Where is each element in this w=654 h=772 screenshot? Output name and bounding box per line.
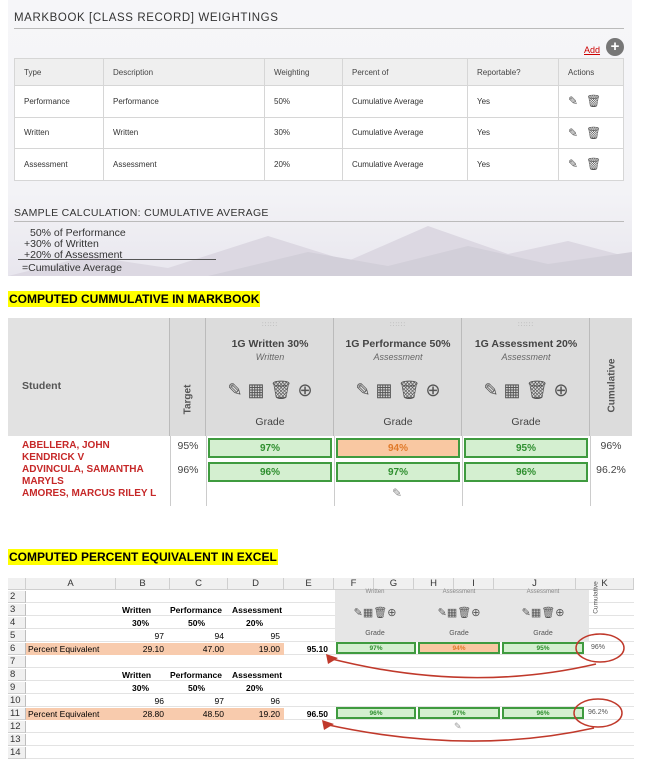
annotation-arrow	[328, 658, 596, 678]
type-cell: Performance	[15, 86, 104, 118]
grade-cell: 96%	[502, 707, 584, 719]
delete-trash-icon[interactable]: 🗑	[586, 125, 602, 140]
value-cell[interactable]: 29.10	[142, 644, 164, 654]
row-label[interactable]: Percent Equivalent	[28, 709, 100, 719]
column-subtitle: Assessment	[373, 352, 423, 362]
column-header: Actions	[559, 59, 624, 86]
reportable-cell: Yes	[468, 86, 559, 118]
grade-cell[interactable]: 95%	[464, 438, 588, 458]
add-icon[interactable]: +	[606, 38, 624, 56]
score-cell[interactable]: 96	[154, 696, 164, 706]
weight-cell[interactable]: 30%	[132, 683, 150, 693]
target-value: 96%	[177, 464, 199, 476]
weight-cell[interactable]: 30%	[132, 618, 150, 628]
column-header[interactable]: G	[374, 578, 414, 590]
grid-check-icon: ▦	[530, 607, 542, 619]
actions-cell	[559, 86, 624, 118]
column-header[interactable]: D	[228, 578, 284, 590]
divider	[170, 436, 171, 506]
divider	[334, 436, 335, 506]
weightings-panel	[8, 0, 632, 276]
grade-cell: 94%	[418, 642, 500, 654]
column-header[interactable]: F	[334, 578, 374, 590]
edit-pencil-icon: ✎	[353, 607, 363, 619]
weight-cell[interactable]: 20%	[246, 683, 264, 693]
delete-trash-icon[interactable]: 🗑	[525, 380, 549, 400]
row-header[interactable]: 12	[8, 721, 26, 733]
grade-cell[interactable]: 97%	[208, 438, 332, 458]
column-header: Weighting	[265, 59, 343, 86]
edit-pencil-icon[interactable]: ✎	[355, 380, 371, 400]
student-name[interactable]: AMORES, MARCUS RILEY L	[22, 488, 157, 499]
weight-cell[interactable]: 20%	[246, 618, 264, 628]
row-header[interactable]: 13	[8, 734, 26, 746]
header-cell[interactable]: Assessment	[232, 670, 283, 680]
column-header[interactable]: J	[494, 578, 576, 590]
value-cell[interactable]: 48.50	[202, 709, 224, 719]
score-cell[interactable]: 97	[154, 631, 164, 641]
row-header[interactable]: 11	[8, 708, 26, 720]
column-title: 1G Assessment 20%	[474, 338, 578, 350]
grade-label: Grade	[533, 630, 553, 637]
type-cell: Written	[15, 117, 104, 149]
column-header[interactable]: I	[454, 578, 494, 590]
download-circle-icon[interactable]: ⊕	[297, 380, 313, 400]
grade-label: Grade	[365, 630, 385, 637]
type-cell: Assessment	[15, 149, 104, 181]
target-value: 95%	[177, 440, 199, 452]
divider	[206, 436, 207, 506]
column-subtitle: Assessment	[442, 589, 476, 595]
column-header: Percent of	[343, 59, 468, 86]
weightings-table	[14, 58, 624, 181]
highlight-circle	[574, 699, 622, 727]
grade-cell: 96%	[336, 707, 416, 719]
column-header[interactable]: H	[414, 578, 454, 590]
header-cell[interactable]: Assessment	[232, 605, 283, 615]
edit-pencil-icon[interactable]: ✎	[568, 125, 579, 140]
calc-line: +20% of Assessment	[24, 249, 123, 261]
calc-line: +30% of Written	[24, 238, 99, 250]
actions-cell	[559, 149, 624, 181]
column-title: 1G Written 30%	[231, 338, 309, 350]
grid-check-icon: ▦	[362, 607, 374, 619]
column-subtitle: Written	[365, 589, 385, 595]
annotation-arrows	[8, 578, 634, 760]
column-header[interactable]: A	[26, 578, 116, 590]
row-header[interactable]: 10	[8, 695, 26, 707]
download-circle-icon[interactable]: ⊕	[425, 380, 441, 400]
value-cell[interactable]: 47.00	[202, 644, 224, 654]
delete-trash-icon[interactable]: 🗑	[586, 157, 602, 172]
header-cell[interactable]: Performance	[170, 605, 222, 615]
calc-line: 50% of Performance	[30, 227, 126, 239]
description-cell: Assessment	[104, 149, 265, 181]
value-cell[interactable]: 19.00	[258, 644, 280, 654]
column-subtitle: Assessment	[526, 589, 560, 595]
delete-trash-icon: 🗑	[457, 607, 472, 619]
highlight-circle	[576, 634, 624, 662]
grade-label: Grade	[383, 416, 413, 428]
edit-pencil-icon: ✎	[521, 607, 531, 619]
weighting-cell: 20%	[265, 149, 343, 181]
calc-line: =Cumulative Average	[22, 262, 122, 274]
column-subtitle: Assessment	[501, 352, 551, 362]
grade-cell: 95%	[502, 642, 584, 654]
download-circle-icon: ⊕	[555, 607, 565, 619]
edit-pencil-icon[interactable]: ✎	[392, 486, 403, 500]
drag-handle-icon[interactable]: ::::::	[261, 322, 278, 328]
student-name[interactable]: ADVINCULA, SAMANTHA MARYLS	[22, 464, 144, 487]
reportable-cell: Yes	[468, 117, 559, 149]
reportable-cell: Yes	[468, 149, 559, 181]
target-label: Target	[182, 384, 194, 415]
cumulative-label: Cumulative	[592, 581, 600, 614]
header-cell[interactable]: Performance	[170, 670, 222, 680]
drag-handle-icon[interactable]: ::::::	[389, 322, 406, 328]
description-cell: Written	[104, 117, 265, 149]
grade-label: Grade	[255, 416, 285, 428]
delete-trash-icon[interactable]: 🗑	[269, 380, 293, 400]
divider	[590, 436, 591, 506]
delete-trash-icon: 🗑	[541, 607, 556, 619]
grid-check-icon[interactable]: ▦	[247, 380, 265, 400]
row-header[interactable]: 3	[8, 604, 26, 616]
grade-cell[interactable]: 97%	[336, 462, 460, 482]
column-subtitle: Written	[255, 352, 285, 362]
edit-pencil-icon: ✎	[454, 721, 462, 731]
row-label[interactable]: Percent Equivalent	[28, 644, 100, 654]
score-cell[interactable]: 97	[214, 696, 224, 706]
total-cell[interactable]: 96.50	[306, 709, 328, 719]
arrow-head	[326, 654, 338, 664]
markbook-heading: COMPUTED CUMMULATIVE IN MARKBOOK	[9, 292, 260, 306]
column-header[interactable]: K	[576, 578, 634, 590]
row-header[interactable]: 5	[8, 630, 26, 642]
delete-trash-icon: 🗑	[373, 607, 388, 619]
grade-cell[interactable]: 96%	[208, 462, 332, 482]
excel-sheet	[8, 578, 634, 760]
column-header: Type	[15, 59, 104, 86]
edit-pencil-icon[interactable]: ✎	[568, 157, 579, 172]
cumulative-value: 96%	[600, 440, 622, 452]
annotation-arrow	[324, 724, 594, 741]
row-header[interactable]: 9	[8, 682, 26, 694]
grade-cell: 97%	[418, 707, 500, 719]
edit-pencil-icon[interactable]: ✎	[483, 380, 499, 400]
sum-rule	[18, 259, 216, 260]
weighting-cell: 50%	[265, 86, 343, 118]
download-circle-icon: ⊕	[387, 607, 397, 619]
score-cell[interactable]: 96	[270, 696, 280, 706]
divider	[14, 221, 624, 222]
value-cell[interactable]: 19.20	[258, 709, 280, 719]
student-label: Student	[22, 380, 62, 392]
student-name[interactable]: ABELLERA, JOHN KENDRICK V	[22, 440, 110, 463]
header-cell[interactable]: Written	[122, 605, 152, 615]
table-row	[15, 149, 624, 181]
percent-of-cell: Cumulative Average	[343, 149, 468, 181]
grade-label: Grade	[449, 630, 469, 637]
cumulative-value: 96.2%	[588, 709, 608, 716]
row-header[interactable]: 2	[8, 591, 26, 603]
delete-trash-icon[interactable]: 🗑	[397, 380, 421, 400]
add-link[interactable]: Add	[584, 45, 601, 55]
description-cell: Performance	[104, 86, 265, 118]
table-header-row	[15, 59, 624, 86]
table-row	[15, 117, 624, 149]
grid-check-icon[interactable]: ▦	[375, 380, 393, 400]
download-circle-icon: ⊕	[471, 607, 481, 619]
arrow-head	[322, 720, 334, 730]
score-cell[interactable]: 94	[214, 631, 224, 641]
student-header	[8, 318, 170, 436]
column-header: Reportable?	[468, 59, 559, 86]
edit-pencil-icon[interactable]: ✎	[227, 380, 243, 400]
drag-handle-icon[interactable]: ::::::	[517, 322, 534, 328]
cumulative-label: Cumulative	[606, 358, 618, 413]
grade-label: Grade	[511, 416, 541, 428]
grid-check-icon: ▦	[446, 607, 458, 619]
column-header[interactable]: B	[116, 578, 170, 590]
download-circle-icon[interactable]: ⊕	[553, 380, 569, 400]
actions-cell	[559, 117, 624, 149]
excel-heading: COMPUTED PERCENT EQUIVALENT IN EXCEL	[9, 550, 277, 564]
weightings-title: MARKBOOK [CLASS RECORD] WEIGHTINGS	[14, 12, 279, 24]
column-header[interactable]: E	[284, 578, 334, 590]
total-cell[interactable]: 95.10	[306, 644, 328, 654]
sample-calculation-title: SAMPLE CALCULATION: CUMULATIVE AVERAGE	[14, 207, 269, 219]
column-actions	[207, 380, 333, 401]
table-row	[15, 86, 624, 118]
column-header[interactable]: C	[170, 578, 228, 590]
grade-cell[interactable]: 96%	[464, 462, 588, 482]
row-header[interactable]: 6	[8, 643, 26, 655]
row-header[interactable]: 14	[8, 747, 26, 759]
weight-cell[interactable]: 50%	[188, 618, 206, 628]
column-title: 1G Performance 50%	[345, 338, 451, 350]
column-header: Description	[104, 59, 265, 86]
weighting-cell: 30%	[265, 117, 343, 149]
grade-cell: 97%	[336, 642, 416, 654]
weight-cell[interactable]: 50%	[188, 683, 206, 693]
grid-check-icon[interactable]: ▦	[503, 380, 521, 400]
column-actions	[463, 380, 589, 401]
value-cell[interactable]: 28.80	[142, 709, 164, 719]
cumulative-value: 96%	[591, 644, 606, 651]
header-cell[interactable]: Written	[122, 670, 152, 680]
markbook-panel	[8, 318, 632, 506]
edit-pencil-icon: ✎	[437, 607, 447, 619]
cumulative-value: 96.2%	[596, 464, 626, 476]
percent-of-cell: Cumulative Average	[343, 86, 468, 118]
grade-cell[interactable]: 94%	[336, 438, 460, 458]
column-actions	[335, 380, 461, 401]
row-header[interactable]: 8	[8, 669, 26, 681]
divider	[462, 436, 463, 506]
row-header[interactable]: 7	[8, 656, 26, 668]
row-header[interactable]: 4	[8, 617, 26, 629]
percent-of-cell: Cumulative Average	[343, 117, 468, 149]
score-cell[interactable]: 95	[270, 631, 280, 641]
divider	[14, 28, 624, 29]
edit-pencil-icon[interactable]: ✎	[568, 94, 579, 109]
delete-trash-icon[interactable]: 🗑	[586, 94, 602, 109]
